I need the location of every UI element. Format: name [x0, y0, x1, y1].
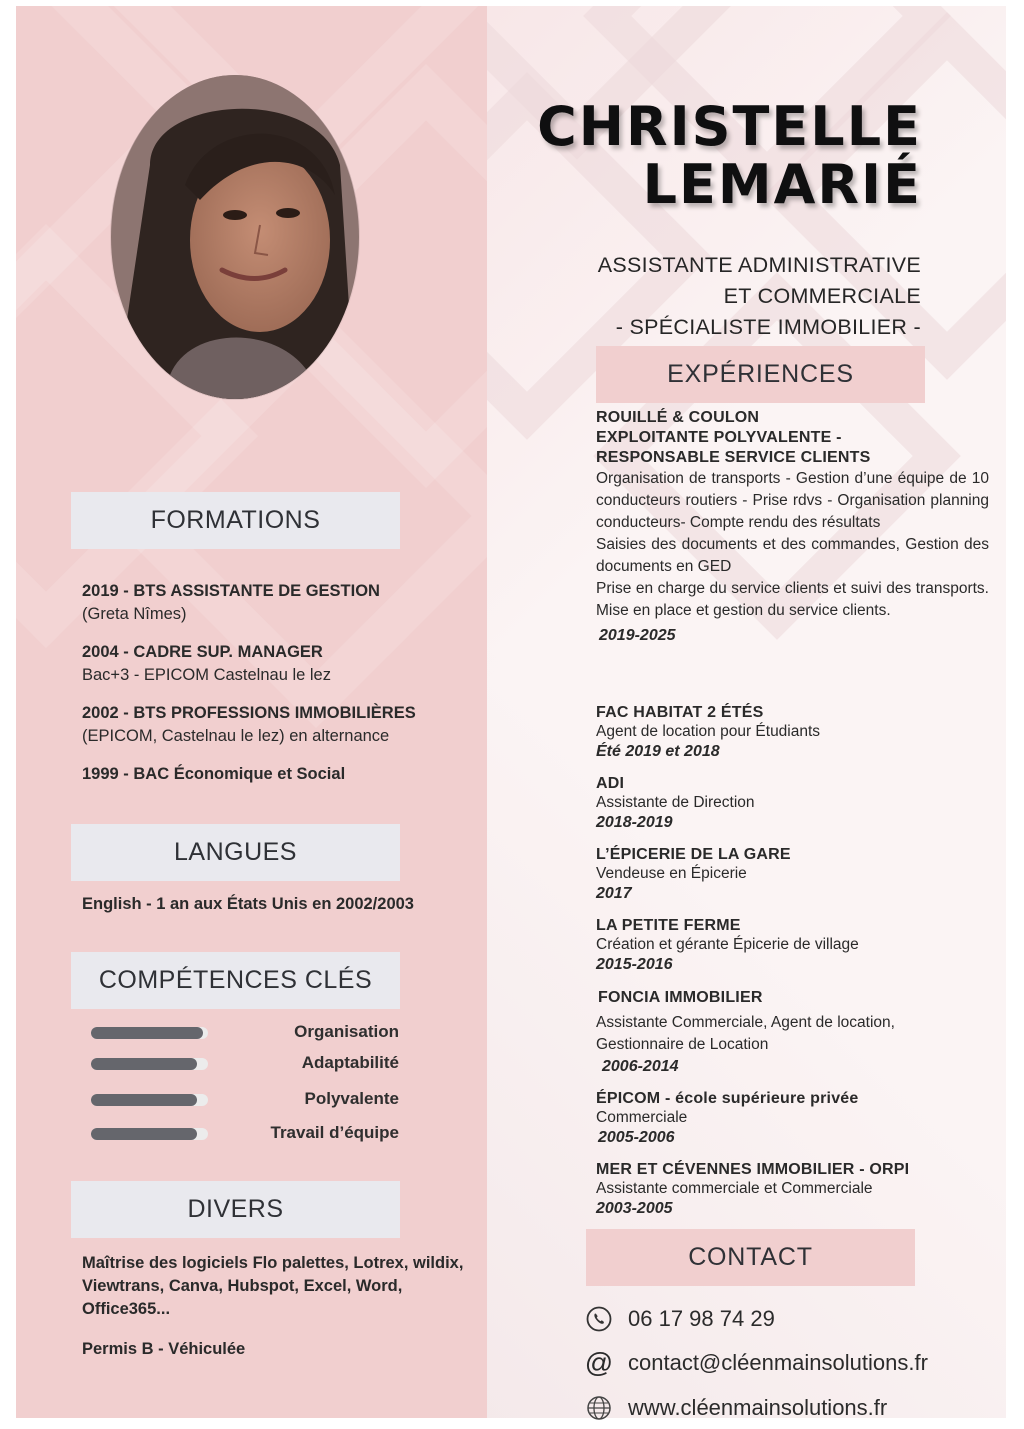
experience-company: MER ET CÉVENNES IMMOBILIER - ORPI [596, 1161, 910, 1178]
skill-bar-fill [91, 1058, 197, 1070]
formation-sub: (Greta Nîmes) [82, 605, 187, 623]
experience-years: 2018-2019 [596, 814, 673, 831]
divers-permis: Permis B - Véhiculée [82, 1340, 246, 1358]
langues-title-text: LANGUES [174, 838, 297, 866]
at-sign-icon: @ [584, 1347, 614, 1378]
job-title [598, 250, 921, 343]
experience-item [596, 988, 989, 1078]
divers-title-text: DIVERS [187, 1195, 284, 1223]
formation-sub: (EPICOM, Castelnau le lez) en alternance [82, 727, 390, 745]
experience-company: ÉPICOM - école supérieure privée [596, 1090, 859, 1107]
experience-item [596, 774, 989, 834]
experience-role: RESPONSABLE SERVICE CLIENTS [596, 449, 871, 466]
last-name: LEMARIÉ [642, 153, 922, 216]
experience-company: FAC HABITAT 2 ÉTÉS [596, 704, 764, 721]
skill-label: Travail d’équipe [270, 1123, 399, 1142]
formation-main: 2002 - BTS PROFESSIONS IMMOBILIÈRES [82, 704, 416, 722]
langues-value: English - 1 an aux États Unis en 2002/2003 [82, 895, 414, 913]
skill-bar [91, 1128, 208, 1140]
contact-title-text: CONTACT [688, 1243, 813, 1271]
formation-main: 2004 - CADRE SUP. MANAGER [82, 643, 323, 661]
experience-company: FONCIA IMMOBILIER [598, 989, 763, 1006]
skill-bar [91, 1094, 208, 1106]
formation-sub: Bac+3 - EPICOM Castelnau le lez [82, 666, 331, 684]
skill-label: Organisation [294, 1022, 399, 1041]
experience-description: Saisies des documents et des commandes, Gestion des documents en GED [596, 536, 989, 575]
skill-bar [91, 1027, 208, 1039]
experience-item [596, 1089, 989, 1149]
experience-role: Assistante Commerciale, Agent de location, Gestionnaire de Location [596, 1014, 895, 1053]
experience-years: 2005-2006 [598, 1129, 675, 1146]
profile-photo [110, 75, 360, 400]
skill-label: Polyvalente [304, 1089, 399, 1108]
globe-icon [586, 1395, 612, 1421]
experience-years: 2006-2014 [602, 1058, 679, 1075]
experience-years: 2019-2025 [599, 627, 676, 644]
candidate-name [537, 95, 922, 216]
experience-company: L’ÉPICERIE DE LA GARE [596, 846, 791, 863]
experience-role: Assistante commerciale et Commerciale [596, 1180, 873, 1197]
competences-title-text: COMPÉTENCES CLÉS [98, 966, 373, 994]
first-name: CHRISTELLE [537, 95, 922, 158]
experience-item [596, 1160, 989, 1220]
divers-title [71, 1181, 400, 1238]
experience-company: LA PETITE FERME [596, 917, 741, 934]
email-address: contact@cléenmainsolutions.fr [628, 1350, 928, 1375]
skill-label: Adaptabilité [301, 1053, 399, 1072]
experience-company: ROUILLÉ & COULON [596, 409, 760, 426]
skill-bar-fill [91, 1027, 203, 1039]
experience-item [596, 916, 989, 976]
contact-phone[interactable] [586, 1306, 775, 1332]
experience-item [596, 845, 989, 905]
experience-role: Création et gérante Épicerie de village [596, 936, 859, 953]
experience-role: Vendeuse en Épicerie [596, 865, 747, 882]
job-title-line: ET COMMERCIALE [723, 284, 921, 308]
experiences-title [596, 346, 925, 403]
experience-item [596, 703, 989, 763]
skill-bar-fill [91, 1094, 197, 1106]
experience-description: Prise en charge du service clients et suivi des transports. Mise en place et gestion du service clients. [596, 580, 989, 619]
formation-main: 1999 - BAC Économique et Social [82, 765, 346, 783]
formation-item [82, 702, 416, 748]
experience-item [596, 408, 989, 647]
langues-text [82, 893, 414, 916]
competences-title [71, 952, 400, 1009]
formation-item [82, 763, 345, 786]
langues-title [71, 824, 400, 881]
job-title-line: ASSISTANTE ADMINISTRATIVE [597, 253, 921, 277]
experience-role: Agent de location pour Étudiants [596, 723, 821, 740]
experiences-title-text: EXPÉRIENCES [667, 360, 854, 388]
experience-description: Organisation de transports - Gestion d’une équipe de 10 conducteurs routiers - Prise rdvs - Organisation planning conducteurs- Compte rendu des résultats [596, 470, 989, 531]
experience-company: ADI [596, 775, 625, 792]
formations-title-text: FORMATIONS [150, 506, 321, 534]
website-url: www.cléenmainsolutions.fr [628, 1395, 888, 1420]
portrait-illustration [110, 75, 360, 400]
experience-years: 2015-2016 [596, 956, 673, 973]
experience-years: 2003-2005 [596, 1200, 673, 1217]
formations-title [71, 492, 400, 549]
job-title-line: - SPÉCIALISTE IMMOBILIER - [615, 315, 921, 339]
experience-years: 2017 [596, 885, 632, 902]
divers-software: Maîtrise des logiciels Flo palettes, Lotrex, wildix, Viewtrans, Canva, Hubspot, Excel, Word, Office365... [82, 1254, 464, 1318]
formation-item [82, 580, 380, 626]
experience-role: Commerciale [596, 1109, 688, 1126]
contact-title [586, 1229, 915, 1286]
experience-role: EXPLOITANTE POLYVALENTE - [596, 429, 842, 446]
experience-years: Été 2019 et 2018 [596, 743, 720, 760]
contact-website[interactable] [586, 1395, 887, 1421]
experience-role: Assistante de Direction [596, 794, 755, 811]
contact-email[interactable] [584, 1347, 928, 1378]
phone-icon [586, 1306, 612, 1332]
formation-item [82, 641, 331, 687]
skill-bar [91, 1058, 208, 1070]
skill-bar-fill [91, 1128, 197, 1140]
formation-main: 2019 - BTS ASSISTANTE DE GESTION [82, 582, 380, 600]
phone-number: 06 17 98 74 29 [628, 1306, 775, 1331]
